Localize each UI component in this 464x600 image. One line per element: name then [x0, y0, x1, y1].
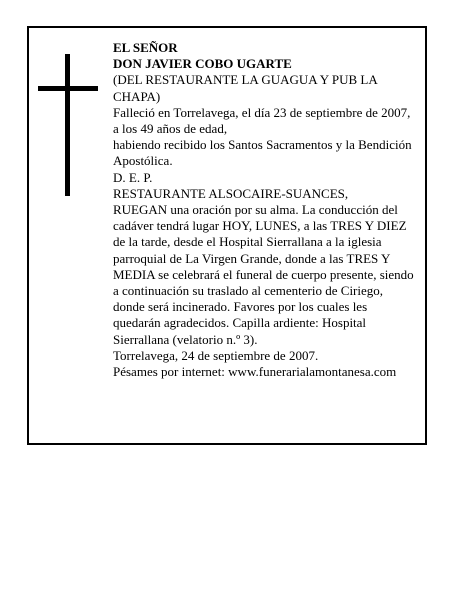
death-info: Falleció en Torrelavega, el día 23 de septiembre de 2007, a los 49 años de edad, — [113, 104, 411, 137]
family-name: RESTAURANTE ALSOCAIRE-SUANCES, — [113, 185, 349, 201]
condolences-text: Pésames por internet: www.funerarialamontanesa.com — [113, 364, 397, 380]
cross-horizontal-bar — [38, 86, 98, 91]
deceased-name: DON JAVIER COBO UGARTE — [113, 56, 292, 72]
deceased-title: EL SEÑOR — [113, 40, 178, 55]
obituary-text — [113, 40, 415, 380]
cross-vertical-bar — [65, 54, 70, 196]
sacraments-text: habiendo recibido los Santos Sacramentos y la Bendición Apostólica. — [113, 137, 412, 169]
notice-date: Torrelavega, 24 de septiembre de 2007. — [113, 347, 319, 363]
cross-icon — [38, 54, 98, 196]
funeral-message: RUEGAN una oración por su alma. La conducción del cadáver tendrá lugar HOY, LUNES, a las TRES Y DIEZ de la tarde, desde el Hospital Sierrallana a la iglesia parroquial de La Virgen Grande, donde a las TRES Y MEDIA se celebrará el funeral de cuerpo presente, siendo a continuación su traslado al cementerio de Ciriego, donde será incinerado. Favores por los cuales les quedarán agradecidos. Capilla ardiente: Hospital Sierrallana (velatorio n.º 3). — [113, 202, 414, 347]
deceased-affiliation: (DEL RESTAURANTE LA GUAGUA Y PUB LA CHAPA) — [113, 72, 378, 104]
rip-text: D. E. P. — [113, 169, 153, 185]
